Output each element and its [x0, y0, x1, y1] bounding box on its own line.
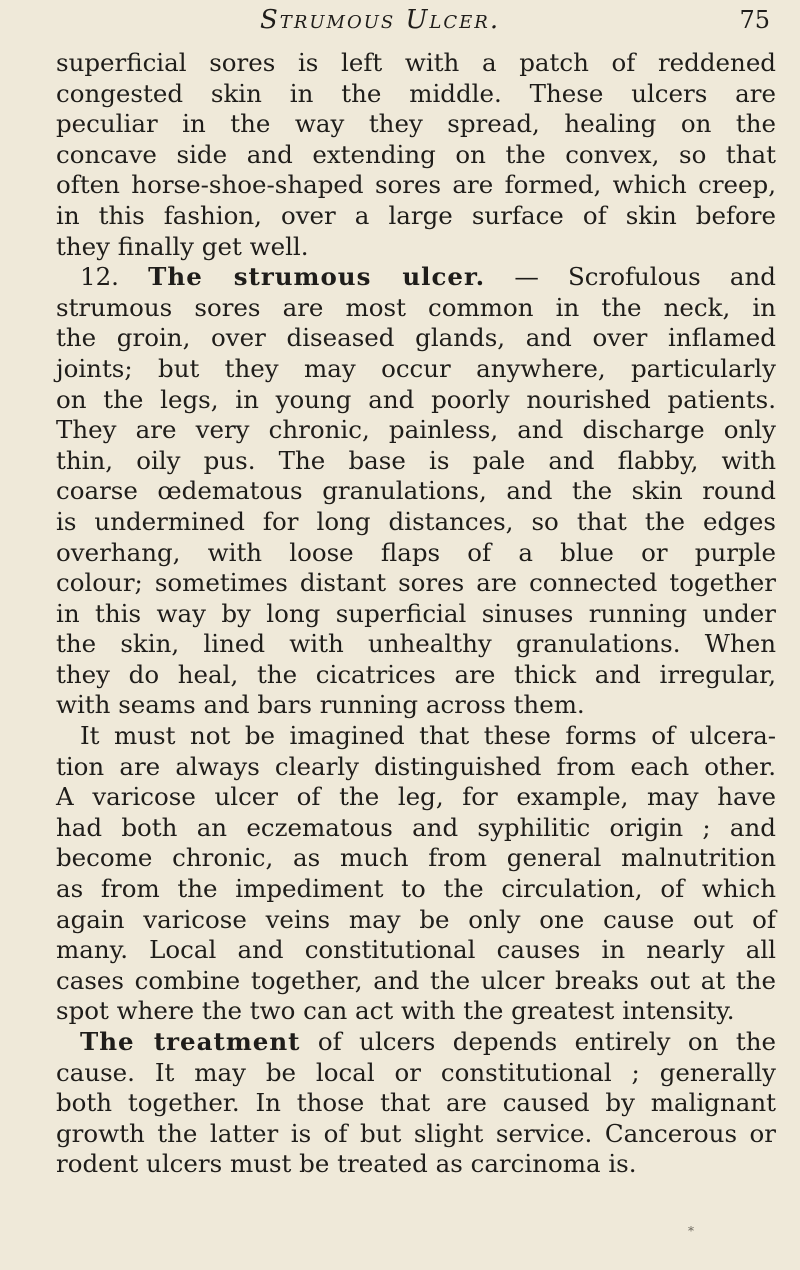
section-number: 12.: [80, 262, 119, 292]
text-line: they finally get well.: [56, 231, 309, 261]
treatment-heading-line: [56, 1027, 776, 1058]
text-line: coarse œdematous granulations, and the skin round: [56, 476, 776, 506]
text-line: both together. In those that are caused by malignant: [56, 1088, 776, 1118]
text-line: had both an eczematous and syphilitic origin ; and: [56, 812, 776, 842]
text-line: with seams and bars running across them.: [56, 690, 585, 720]
text-line: the groin, over diseased glands, and over inflamed: [56, 323, 776, 353]
text-line: colour; sometimes distant sores are connected together: [56, 568, 776, 598]
printer-mark: *: [688, 1224, 694, 1238]
text-line: cases combine together, and the ulcer breaks out at the: [56, 965, 776, 995]
text-line: on the legs, in young and poorly nourished patients.: [56, 384, 776, 414]
text-line: growth the latter is of but slight service. Cancerous or: [56, 1118, 776, 1148]
text-line: become chronic, as much from general malnutrition: [56, 843, 776, 873]
body-text: [56, 48, 776, 1180]
text-line: concave side and extending on the convex, so that: [56, 139, 776, 169]
page-number: 75: [739, 6, 770, 34]
text-line: in this fashion, over a large surface of skin before: [56, 200, 776, 230]
running-head: Strumous Ulcer.: [260, 5, 501, 35]
text-run: of ulcers depends entirely on the: [300, 1027, 776, 1056]
text-line: spot where the two can act with the greatest intensity.: [56, 996, 735, 1026]
text-line: strumous sores are most common in the neck, in: [56, 292, 776, 322]
text-run: — Scrofulous and: [485, 262, 776, 292]
text-line: overhang, with loose flaps of a blue or purple: [56, 537, 776, 567]
text-line: superficial sores is left with a patch of reddened: [56, 48, 776, 77]
text-line: the skin, lined with unhealthy granulations. When: [56, 629, 776, 659]
section-heading-line: [56, 262, 776, 293]
text-line: in this way by long superficial sinuses running under: [56, 598, 776, 628]
page-header: [60, 2, 780, 38]
text-line: cause. It may be local or constitutional ; generally: [56, 1057, 776, 1087]
text-line: they do heal, the cicatrices are thick and irregular,: [56, 659, 776, 689]
text-line: often horse-shoe-shaped sores are formed, which creep,: [56, 170, 776, 200]
text-line: as from the impediment to the circulation, of which: [56, 874, 776, 904]
text-line: They are very chronic, painless, and discharge only: [56, 415, 776, 445]
text-line: congested skin in the middle. These ulcers are: [56, 78, 776, 108]
text-line: many. Local and constitutional causes in nearly all: [56, 935, 776, 965]
text-line: A varicose ulcer of the leg, for example, may have: [56, 782, 776, 812]
text-line: joints; but they may occur anywhere, particularly: [56, 353, 776, 383]
text-line: thin, oily pus. The base is pale and flabby, with: [56, 445, 776, 475]
text-line: peculiar in the way they spread, healing on the: [56, 109, 776, 139]
section-heading: The strumous ulcer.: [148, 262, 486, 292]
text-line: It must not be imagined that these forms of ulcera-: [80, 721, 776, 751]
text-line: is undermined for long distances, so that the edges: [56, 506, 776, 536]
text-line: rodent ulcers must be treated as carcinoma is.: [56, 1149, 637, 1179]
section-heading: The treatment: [80, 1027, 301, 1056]
text-line: tion are always clearly distinguished from each other.: [56, 751, 776, 781]
text-line: again varicose veins may be only one cause out of: [56, 904, 776, 934]
